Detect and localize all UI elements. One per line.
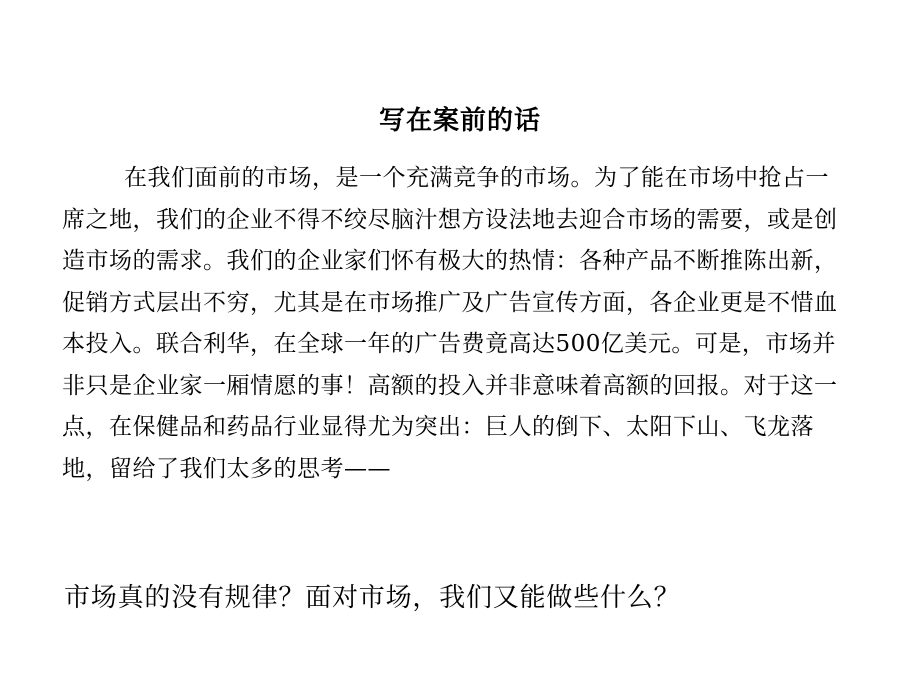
slide-title: 写在案前的话 <box>378 106 541 136</box>
body-paragraph: 在我们面前的市场，是一个充满竞争的市场。为了能在市场中抢占一席之地，我们的企业不得不绞尽脑汁想方设法地去迎合市场的需要，或是创造市场的需求。我们的企业家们怀有极大的热情：各种产品不断推陈出新，促销方式层出不穷，尤其是在市场推广及广告宣传方面，各企业更是不惜血本投入。联合利华，在全球一年的广告费竟高达500亿美元。可是，市场并非只是企业家一厢情愿的事！高额的投入并非意味着高额的回报。对于这一点，在保健品和药品行业显得尤为突出：巨人的倒下、太阳下山、飞龙落地，留给了我们太多的思考—— <box>62 165 838 482</box>
closing-question: 市场真的没有规律？面对市场，我们又能做些什么？ <box>64 583 681 613</box>
